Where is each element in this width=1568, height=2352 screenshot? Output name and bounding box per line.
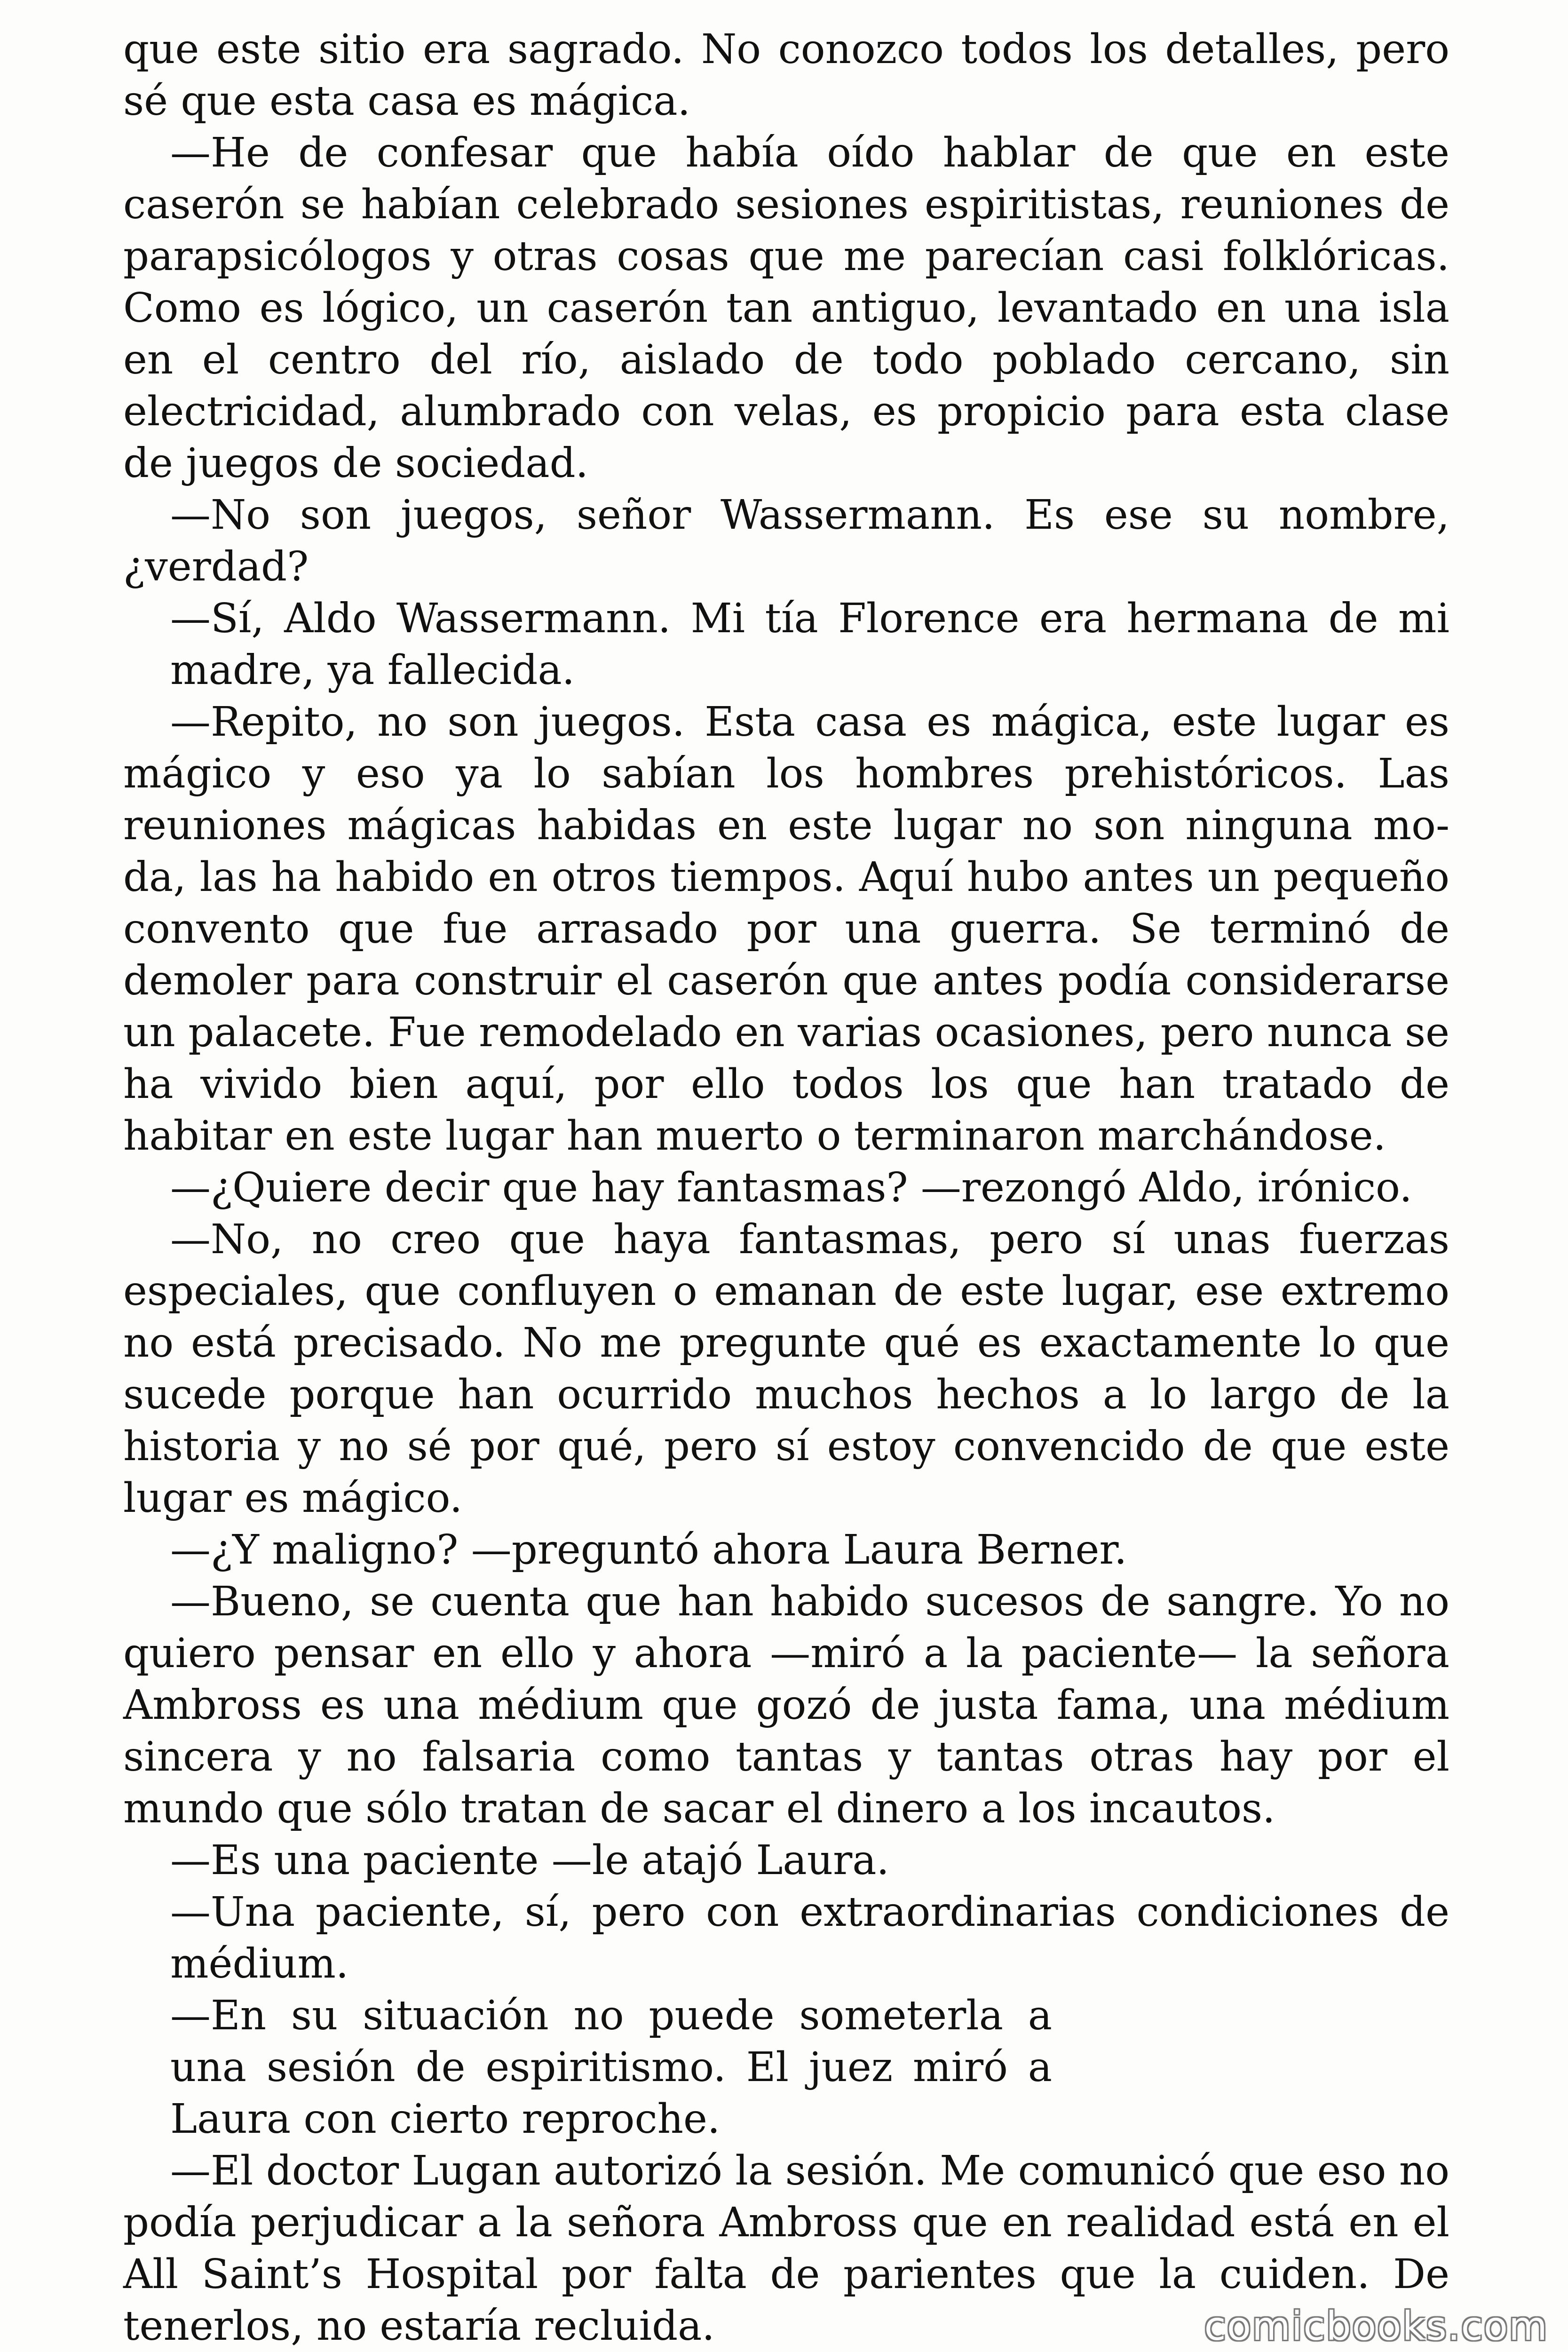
paragraph: —No son juegos, señor Wassermann. Es ese su nombre, ¿verdad? [123,492,1449,590]
paragraph: —Una paciente, sí, pero con extraordinarias condiciones de médium. [170,1889,1449,1987]
paragraph: —El doctor Lugan autorizó la sesión. Me comunicó que eso no podía perjudicar a la señora Ambross que en realidad está en el All Saint’s Hospital por falta de parientes que la cuiden. De tenerlos, no estaría recluida. [123,2147,1449,2350]
paragraph: —En su situación no puede someterla a una sesión de espiritismo. El juez miró a Laura con cierto reproche. [170,1992,1052,2143]
body-text [123,24,1449,2352]
paragraph: —Es una paciente —le atajó Laura. [170,1837,889,1884]
paragraph: —¿Quiere decir que hay fantasmas? —rezongó Aldo, irónico. [170,1164,1412,1211]
paragraph: —He de confesar que había oído hablar de que en este caserón se habían celebrado sesiones espiritistas, reuniones de parapsicólogos y otras cosas que me parecían casi folklóricas. Como es lógico, un caserón tan antiguo, levantado en una isla en el centro del río, aislado de todo poblado cercano, sin electricidad, alumbrado con velas, es propicio para esta clase de juegos de sociedad. [123,129,1449,487]
paragraph: que este sitio era sagrado. No conozco todos los detalles, pero sé que esta casa es mágica. [123,26,1449,125]
paragraph: —Bueno, se cuenta que han habido sucesos de sangre. Yo no quiero pensar en ello y ahora —miró a la paciente— la señora Ambross es una médium que gozó de justa fama, una médium sincera y no falsaria como tantas y tantas otras hay por el mundo que sólo tratan de sacar el dinero a los incautos. [123,1578,1449,1832]
paragraph: —Sí, Aldo Wassermann. Mi tía Florence era hermana de mi madre, ya fallecida. [170,595,1449,694]
paragraph: —¿Y maligno? —preguntó ahora Laura Berner. [170,1526,1127,1573]
paragraph: —No, no creo que haya fantasmas, pero sí unas fuerzas especiales, que confluyen o emanan de este lugar, ese extremo no está precisado. No me pregunte qué es exactamente lo que sucede porque han ocurrido muchos hechos a lo largo de la historia y no sé por qué, pero sí estoy convencido de que este lugar es mágico. [123,1216,1449,1522]
watermark-text: comicbooks.com [1204,2303,1548,2349]
paragraph: —Repito, no son juegos. Esta casa es mágica, este lugar es mágico y eso ya lo sabían los hombres prehistóricos. Las reuniones mágicas habidas en este lugar no son ninguna mo- da, las ha habido en otros tiempos. Aquí hubo antes un pequeño convento que fue arrasado por una guerra. Se terminó de demoler para construir el caserón que antes podía considerarse un palacete. Fue remodelado en varias ocasiones, pero nunca se ha vivido bien aquí, por ello todos los que han tratado de habitar en este lugar han muerto o terminaron marchándose. [123,699,1449,1160]
